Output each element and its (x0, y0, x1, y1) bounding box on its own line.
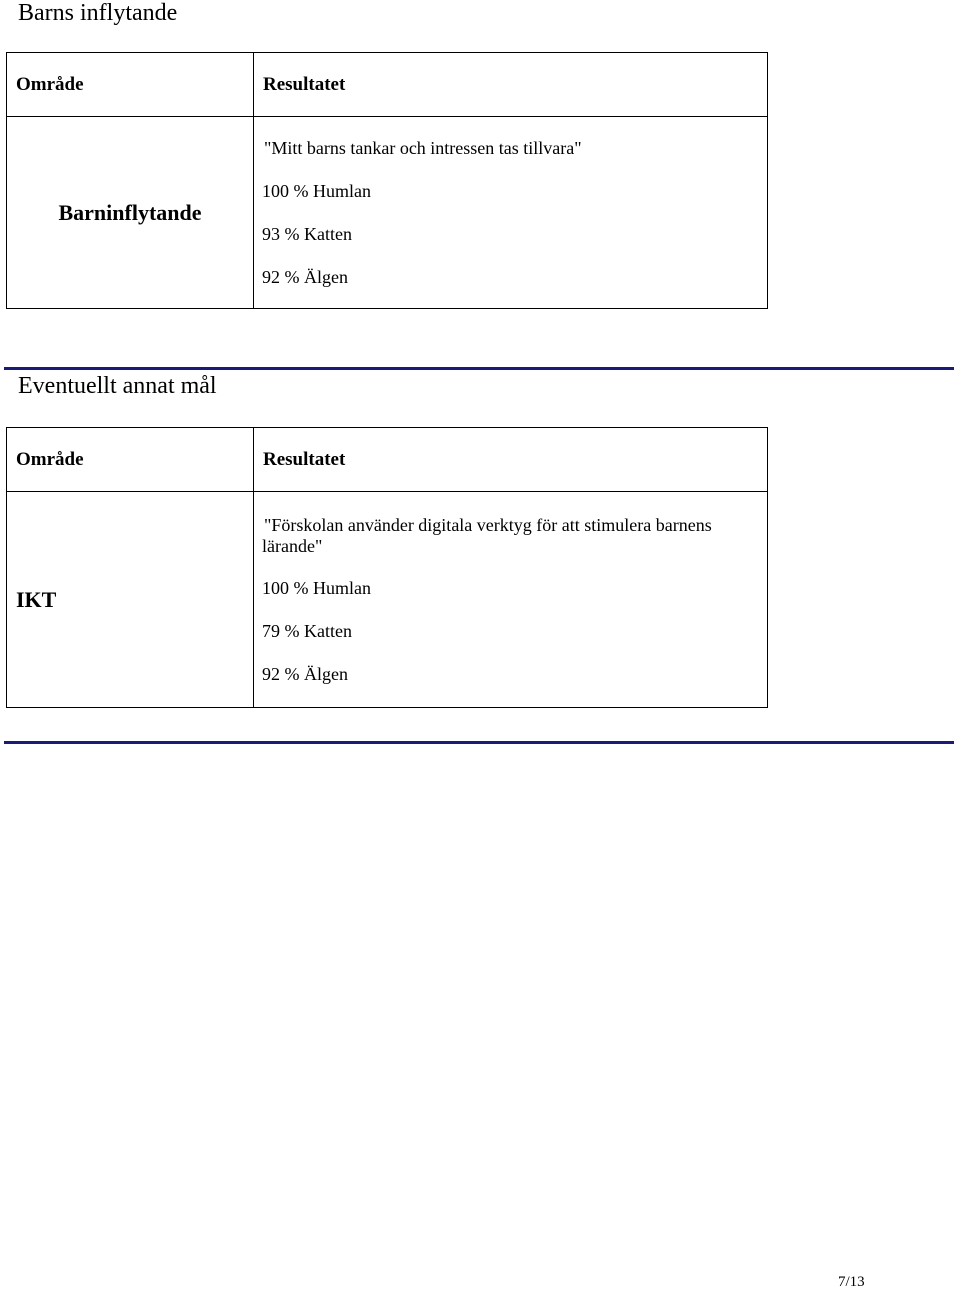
header-result: Resultatet (254, 428, 768, 492)
result-katten: 93 % Katten (262, 223, 352, 244)
section-divider (4, 367, 954, 370)
survey-question: "Förskolan använder digitala verktyg för att stimulera barnens lärande" (262, 514, 712, 556)
result-algen: 92 % Älgen (262, 663, 348, 684)
area-cell: Barninflytande (7, 117, 254, 309)
section-title-eventuellt-annat-mal: Eventuellt annat mål (18, 373, 217, 399)
result-katten: 79 % Katten (262, 620, 352, 641)
table-row (7, 492, 768, 708)
section-title-barns-inflytande: Barns inflytande (18, 0, 178, 26)
results-cell (254, 492, 768, 708)
page-number: 7/13 (838, 1274, 865, 1290)
result-humlan: 100 % Humlan (262, 577, 371, 598)
barninflytande-table (6, 52, 768, 309)
ikt-table (6, 427, 768, 708)
result-humlan: 100 % Humlan (262, 180, 371, 201)
area-cell: IKT (7, 492, 254, 708)
section-divider (4, 741, 954, 744)
header-area: Område (7, 53, 254, 117)
table-header-row (7, 428, 768, 492)
header-result: Resultatet (254, 53, 768, 117)
result-algen: 92 % Älgen (262, 266, 348, 287)
header-area: Område (7, 428, 254, 492)
table-row (7, 117, 768, 309)
survey-question: "Mitt barns tankar och intressen tas tillvara" (264, 137, 582, 158)
table-header-row (7, 53, 768, 117)
results-cell (254, 117, 768, 309)
